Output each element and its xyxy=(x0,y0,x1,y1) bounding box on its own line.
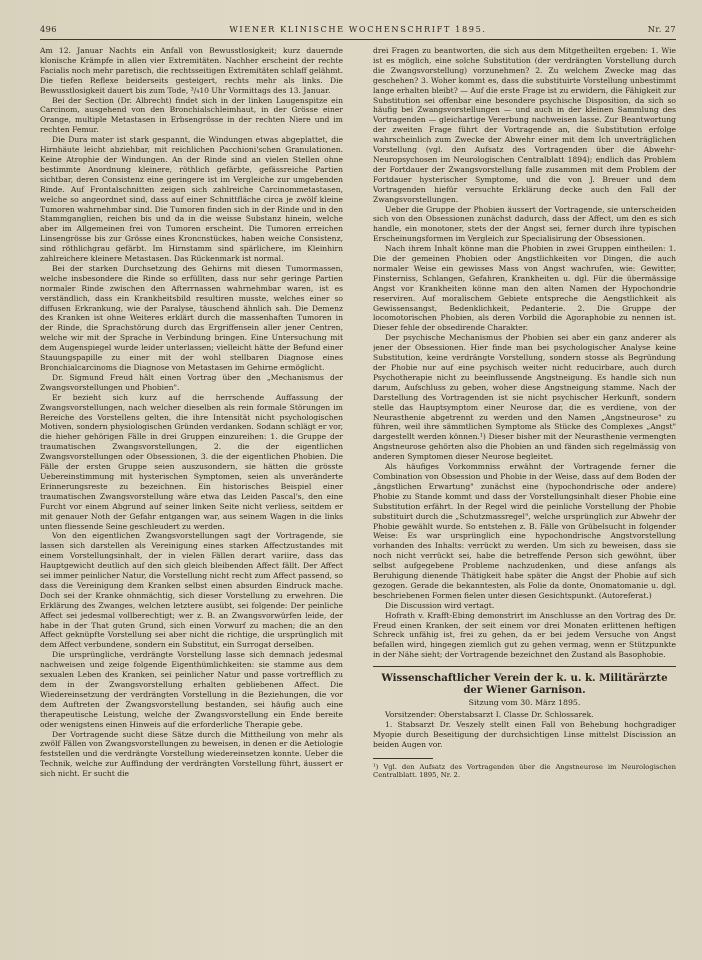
section-rule xyxy=(373,666,676,667)
paragraph: Dr. Sigmund Freud hält einen Vortrag über den „Mechanismus der Zwangsvorstellungen und Phobien". xyxy=(40,372,343,392)
paragraph: Von den eigentlichen Zwangsvorstellungen sagt der Vortragende, sie lassen sich darstellen als Vereinigung eines starken Affectzustandes mit einem Vorstellungsinhalt, der in vielen Fällen derart variire, dass das Hauptgewicht deutlich auf den sich gleich bleibenden Affect fällt. Der Affect sei immer peinlicher Natur, die Vorstellung nicht recht zum Affect passend, so dass die Vereinigung dem Kranken selbst einen absurden Eindruck mache. Doch sei der Kranke ohnmächtig, sich dieser Vorstellung zu erwehren. Die Erklärung des Zwanges, welchen letztere ausübt, sei folgende: Der peinliche Affect sei jedesmal vollberechtigt; wer z. B. an Zwangsvorwürfen leide, der habe in der That guten Grund, sich einen Vorwurf zu machen; die an den Affect geknüpfte Vorstellung sei aber nicht die richtige, die ursprünglich mit dem Affect verbundene, sondern ein Substitut, ein Surrogat derselben. xyxy=(40,531,343,650)
paragraph: Der Vortragende sucht diese Sätze durch die Mittheilung von mehr als zwölf Fällen von Zwangsvorstellungen zu beweisen, in denen er die Aetiologie feststellen und die verdrängte Vorstellung wiedereinsetzen konnte. Ueber die Technik, welche zur Auffindung der verdrängten Vorstellung führt, äussert er sich nicht. Er sucht die xyxy=(40,729,343,779)
right-column xyxy=(373,46,676,936)
paragraph: Der psychische Mechanismus der Phobien sei aber ein ganz anderer als jener der Obsessionen. Hier finde man bei psychologischer Analyse keine Substitution, keine verdrängte Vorstellung, sondern stosse als Begründung der Phobie nur auf eine psychisch weiter nicht reducirbare, auch durch Psychotherapie nicht zu beeinflussende Angstneigung. Es handle sich nun darum, Aufschluss zu geben, woher diese Angstneigung stamme. Nach der Darstellung des Vortragenden ist sie nicht psychischer Herkunft, sondern stelle das Hauptsymptom einer Neurose dar, die es verdiene, von der Neurasthenie abgetrennt zu werden und den Namen „Angstneurose" zu führen, weil ihre sämmtlichen Symptome als Stücke des Complexes „Angst" dargestellt werden können.¹) Dieser bisher mit der Neurasthenie vermengten Angstneurose gehörten also die Phobien an und fänden sich regelmässig von anderen Symptomen dieser Neurose begleitet. xyxy=(373,333,676,462)
page-number: 496 xyxy=(40,24,57,34)
section-chair: Vorsitzender: Oberstabsarzt I. Classe Dr. Schlossarek. xyxy=(385,710,594,720)
paragraph: Er bezieht sich kurz auf die herrschende Auffassung der Zwangsvorstellungen, nach welcher dieselben als rein formale Störungen im Bereiche des Vorstellens gelten, die ihre Intensität nicht psychologischen Motiven, sondern physiologischen Gründen verdanken. Sodann schlägt er vor, die hieher gehörigen Fälle in drei Gruppen einzureihen: 1. die Gruppe der traumatischen Zwangsvorstellungen, 2. die der eigentlichen Zwangsvorstellungen oder Obsessionen, 3. die der eigentlichen Phobien. Die Fälle der ersten Gruppe seien auszusondern, sie hätten die grösste Uebereinstimmung mit hysterischen Symptomen, seien als unveränderte Erinnerungsreste zu bezeichnen. Ein historisches Beispiel einer traumatischen Zwangsvorstellung wäre etwa das Leiden Pascal's, den eine Furcht vor einem Abgrund auf seiner linken Seite nicht verliess, seitdem er mit genauer Noth der Gefahr entgangen war, aus seinem Wagen in die links unten fliessende Seine geschleudert zu werden. xyxy=(40,392,343,531)
paragraph: Als häufiges Vorkommniss erwähnt der Vortragende ferner die Combination von Obsession und Phobie in der Weise, dass auf dem Boden der „ängstlichen Erwartung" zunächst eine (hypochondrische oder andere) Phobie zu Stande kommt und dass der Vorstellungsinhalt dieser Phobie eine Substitution erfährt. In der Regel wird die peinliche Vorstellung der Phobie substituirt durch die „Schutzmassregel", welche ursprünglich zur Abwehr der Phobie gewählt wurde. So entstehen z. B. Fälle von Grübelsucht in folgender Weise: Es war ursprünglich eine hypochondrische Angstvorstellung vorhanden des Inhalts: verrückt zu werden. Um sich zu beweisen, dass sie noch nicht verrückt sei, habe die betreffende Person sich gewöhnt, über selbst aufgegebene Probleme nachzudenken, und diese anfangs als Beruhigung dienende Thätigkeit habe später die Angst der Phobie auf sich gezogen. Gerade die bekanntesten, als Folie da donte, Onomatomanie u. dgl. beschriebenen Formen fielen unter diesen Gesichtspunkt. (Autoreferat.) xyxy=(373,462,676,600)
paragraph: Bei der Section (Dr. Albrecht) findet sich in der linken Laugenspitze ein Carcinom, ausgehend von den Bronchialschleimhaut, in der Grösse einer Orange, multiple Metastasen in Erbsengrösse in der rechten Niere und im rechten Femur. xyxy=(40,95,343,135)
paragraph: drei Fragen zu beantworten, die sich aus dem Mitgetheilten ergeben: 1. Wie ist es möglich, eine solche Substitution (der verdrängten Vorstellung durch die Zwangsvorstellung) vorzunehmen? 2. Zu welchem Zwecke mag das geschehen? 3. Woher kommt es, dass die substituirte Vorstellung unbestimmt lange erhalten bleibt? — Auf die erste Frage ist zu erwidern, die Fähigkeit zur Substitution sei offenbar eine besondere psychische Disposition, da sich so häufig bei Zwangsvorstellungen — und auch in der kleinen Sammlung des Vortragenden — gleichartige Vererbung nachweisen lasse. Zur Beantwortung der zweiten Frage führt der Vortragende an, die Substitution erfolge wahrscheinlich zum Zwecke der Abwehr einer mit dem Ich unverträglichen Vorstellung (vgl. den Aufsatz des Vortragenden über die Abwehr-Neuropsychosen im Neurologischen Centralblatt 1894); endlich das Problem der Fortdauer der Zwangsvorstellung falle zusammen mit dem Problem der Fortdauer hysterischer Symptome, und die von J. Breuer und dem Vortragenden hiefür versuchte Erklärung decke auch den Fall der Zwangsvorstellungen. xyxy=(373,46,676,204)
issue-number: Nr. 27 xyxy=(647,24,676,34)
footnote: ¹) Vgl. den Aufsatz des Vortragenden über die Angstneurose im Neurologischen Centralblatt. 1895, Nr. 2. xyxy=(373,762,676,780)
left-column xyxy=(40,46,343,936)
running-header xyxy=(40,24,676,40)
paragraph: Die Discussion wird vertagt. xyxy=(385,600,495,610)
journal-title: WIENER KLINISCHE WOCHENSCHRIFT 1895. xyxy=(229,24,487,34)
section-item: 1. Stabsarzt Dr. Veszely stellt einen Fall von Behebung hochgradiger Myopie durch Beseitigung der durchsichtigen Linse mittelst Discission an beiden Augen vor. xyxy=(373,720,676,749)
paragraph: Die Dura mater ist stark gespannt, die Windungen etwas abgeplattet, die Hirnhäute leicht abziehbar, mit reichlichen Pacchioni'schen Granulationen. Keine Atrophie der Windungen. An der Rinde sind an vielen Stellen ohne bestimmte Anordnung kleinere, röthlich gefärbte, gefässreiche Partien sichtbar, deren Consistenz eine geringere ist im Vergleiche zur umgebenden Rinde. Auf Frontalschnitten zeigen sich zahlreiche Carcinommetastasen, welche so angeordnet sind, dass auf einer Schnittfläche circa je zwölf kleine Tumoren wahrnehmbar sind. Die Tumoren finden sich in der Rinde und in den Stammganglien, reichen bis und da in die weisse Substanz hinein, welche aber im Allgemeinen frei von Tumoren erscheint. Die Tumoren erreichen Linsengrösse bis zur Grösse eines Kroncnstückes, haben weiche Consistenz, sind röthlichgrau gefärbt. Im Hirnstamm sind spärlichere, im Kleinhirn zahlreichere kleinere Metastasen. Das Rückenmark ist normal. xyxy=(40,135,343,264)
section-title: Wissenschaftlicher Verein der k. u. k. Militärärzte der Wiener Garnison. xyxy=(381,672,668,697)
header-rule xyxy=(40,39,676,40)
paragraph: Am 12. Januar Nachts ein Anfall von Bewusstlosigkeit; kurz dauernde klonische Krämpfe in allen vier Extremitäten. Nachher erscheint der rechte Facialis noch mehr paretisch, die rechtsseitigen Extremitäten schlaff gelähmt. Die tiefen Reflexe beiderseits gesteigert, rechts mehr als links. Die Bewusstlosigkeit dauert bis zum Tode, ³/₄10 Uhr Vormittags des 13. Januar. xyxy=(40,46,343,95)
paragraph: Hofrath v. Krafft-Ebing demonstrirt im Anschlusse an den Vortrag des Dr. Freud einen Kranken, der seit einem vor drei Monaten erlittenen heftigen Schreck unfähig ist, frei zu gehen, da er bei jedem Versuche von Angst befallen wird, hingegen ziemlich gut zu gehen vermag, wenn er Stützpunkte in der Nähe sieht; der Vortragende bezeichnet den Zustand als Basophobie. xyxy=(373,610,676,660)
paragraph: Nach ihrem Inhalt könne man die Phobien in zwei Gruppen eintheilen: 1. Die der gemeinen Phobien oder Angstlichkeiten vor Dingen, die auch normaler Weise ein gewisses Mass von Angst wachrufen, wie: Gewitter, Finsterniss, Schlangen, Gefahren, Krankheiten u. dgl. Für die übermässige Angst vor Krankheiten könne man den alten Namen der Hypochondrie reserviren. Auf moralischem Gebiete entspreche die Aengstlichkeit als Gewissensangst, Bedenklichkeit, Pedanterie. 2. Die Gruppe der locomotorischen Phobien, als deren Vorbild die Agoraphobie zu nennen ist. Dieser fehle der obsedirende Charakter. xyxy=(373,244,676,333)
footnote-rule xyxy=(373,758,433,759)
section-date: Sitzung vom 30. März 1895. xyxy=(468,698,581,708)
paragraph: Ueber die Gruppe der Phobien äussert der Vortragende, sie unterscheiden sich von den Obsessionen zunächst dadurch, dass der Affect, um den es sich handle, ein monotoner, stets der der Angst sei, ferner durch ihre typischen Erscheinungsformen im Vergleich zur Specialisirung der Obsessionen. xyxy=(373,204,676,244)
paragraph: Bei der starken Durchsetzung des Gehirns mit diesen Tumormassen, welche insbesondere die Rinde so erfüllten, dass nur sehr geringe Partien normaler Rinde zwischen den Afterrnassen wahrnehmbar waren, ist es verständlich, dass ein Krankheitsbild resultiren musste, welches einer so diffusen Erkrankung, wie der Paralyse, täuschend ähnlich sah. Die Demenz des Kranken ist ohne Weiteres erklärt durch die massenhaften Tumoren in der Rinde, die Sprachstörung durch das Ergriffensein aller jener Centren, welche wir mit der Sprache in Verbindung bringen. Eine Untersuchung mit dem Augenspiegel wurde leider unterlassen; vielleicht hätte der Befund einer Stauungspapille zu einer mit der wohl stellbaren Diagnose eines Bronchialcarcinoms die Diagnose von Metastasen im Gehirne ermöglicht. xyxy=(40,263,343,372)
paragraph: Die ursprüngliche, verdrängte Vorstellung lasse sich demnach jedesmal nachweisen und zeige folgende Eigenthümlichkeiten: sie stamme aus dem sexualen Leben des Kranken, sei peinlicher Natur und passe vortrefflich zu dem in der Zwangsvorstellung erhalten gebliebenen Affect. Die Wiedereinsetzung der verdrängten Vorstellung in die Beziehungen, die vor dem Auftreten der Zwangsvorstellung bestanden, sei häufig auch eine therapeutische Leistung, welche der Zwangsvorstellung ein Ende bereite oder wenigstens einen Hinweis auf die erforderliche Therapie gebe. xyxy=(40,650,343,729)
